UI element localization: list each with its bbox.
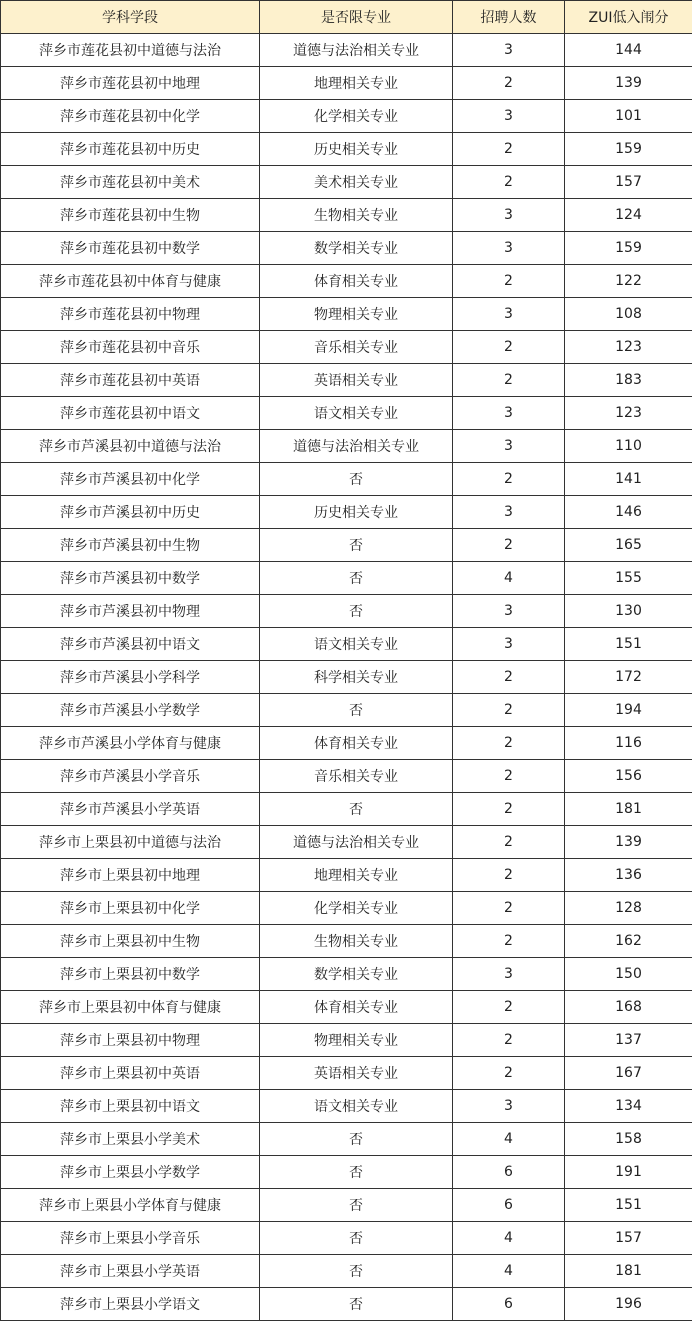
table-row <box>1 1255 692 1288</box>
table-row <box>1 793 692 826</box>
cell-min-score: 151 <box>565 1189 692 1222</box>
cell-min-score: 123 <box>565 331 692 364</box>
cell-recruit-count: 2 <box>453 364 565 397</box>
cell-subject: 萍乡市上栗县初中体育与健康 <box>1 991 260 1024</box>
cell-min-score: 123 <box>565 397 692 430</box>
cell-subject: 萍乡市芦溪县小学体育与健康 <box>1 727 260 760</box>
cell-min-score: 156 <box>565 760 692 793</box>
cell-subject: 萍乡市上栗县初中语文 <box>1 1090 260 1123</box>
cell-recruit-count: 4 <box>453 1255 565 1288</box>
cell-recruit-count: 3 <box>453 1090 565 1123</box>
cell-subject: 萍乡市上栗县初中物理 <box>1 1024 260 1057</box>
cell-recruit-count: 2 <box>453 133 565 166</box>
cell-recruit-count: 2 <box>453 1057 565 1090</box>
cell-min-score: 151 <box>565 628 692 661</box>
cell-min-score: 183 <box>565 364 692 397</box>
table-row <box>1 100 692 133</box>
header-subject: 学科学段 <box>1 1 260 34</box>
cell-recruit-count: 2 <box>453 463 565 496</box>
cell-major-restriction: 否 <box>260 793 453 826</box>
cell-major-restriction: 否 <box>260 562 453 595</box>
cell-min-score: 165 <box>565 529 692 562</box>
header-min-score: ZUI低入闱分 <box>565 1 692 34</box>
table-row <box>1 331 692 364</box>
cell-recruit-count: 2 <box>453 826 565 859</box>
cell-subject: 萍乡市莲花县初中美术 <box>1 166 260 199</box>
cell-major-restriction: 生物相关专业 <box>260 199 453 232</box>
cell-subject: 萍乡市莲花县初中化学 <box>1 100 260 133</box>
table-row <box>1 925 692 958</box>
cell-min-score: 136 <box>565 859 692 892</box>
cell-min-score: 116 <box>565 727 692 760</box>
cell-subject: 萍乡市上栗县初中英语 <box>1 1057 260 1090</box>
cell-recruit-count: 2 <box>453 529 565 562</box>
cell-major-restriction: 否 <box>260 529 453 562</box>
table-row <box>1 1123 692 1156</box>
cell-subject: 萍乡市上栗县小学数学 <box>1 1156 260 1189</box>
table-row <box>1 991 692 1024</box>
cell-recruit-count: 4 <box>453 562 565 595</box>
cell-major-restriction: 否 <box>260 595 453 628</box>
table-row <box>1 892 692 925</box>
cell-min-score: 196 <box>565 1288 692 1321</box>
table-row <box>1 694 692 727</box>
cell-subject: 萍乡市上栗县小学英语 <box>1 1255 260 1288</box>
cell-major-restriction: 道德与法治相关专业 <box>260 34 453 67</box>
cell-subject: 萍乡市上栗县初中道德与法治 <box>1 826 260 859</box>
cell-recruit-count: 2 <box>453 760 565 793</box>
cell-recruit-count: 3 <box>453 595 565 628</box>
table-row <box>1 34 692 67</box>
table-row <box>1 430 692 463</box>
cell-recruit-count: 6 <box>453 1189 565 1222</box>
header-row <box>1 1 692 34</box>
cell-subject: 萍乡市莲花县初中生物 <box>1 199 260 232</box>
cell-subject: 萍乡市莲花县初中历史 <box>1 133 260 166</box>
cell-major-restriction: 语文相关专业 <box>260 628 453 661</box>
cell-subject: 萍乡市莲花县初中道德与法治 <box>1 34 260 67</box>
cell-recruit-count: 3 <box>453 232 565 265</box>
cell-major-restriction: 体育相关专业 <box>260 265 453 298</box>
cell-major-restriction: 地理相关专业 <box>260 67 453 100</box>
table-row <box>1 232 692 265</box>
cell-subject: 萍乡市上栗县初中化学 <box>1 892 260 925</box>
table-row <box>1 958 692 991</box>
cell-major-restriction: 物理相关专业 <box>260 298 453 331</box>
table-row <box>1 826 692 859</box>
cell-subject: 萍乡市上栗县小学音乐 <box>1 1222 260 1255</box>
cell-min-score: 122 <box>565 265 692 298</box>
cell-major-restriction: 数学相关专业 <box>260 232 453 265</box>
table-row <box>1 1288 692 1321</box>
cell-recruit-count: 2 <box>453 727 565 760</box>
cell-subject: 萍乡市莲花县初中音乐 <box>1 331 260 364</box>
cell-subject: 萍乡市芦溪县初中道德与法治 <box>1 430 260 463</box>
cell-subject: 萍乡市芦溪县初中物理 <box>1 595 260 628</box>
cell-subject: 萍乡市芦溪县小学英语 <box>1 793 260 826</box>
table-row <box>1 562 692 595</box>
cell-major-restriction: 历史相关专业 <box>260 133 453 166</box>
cell-subject: 萍乡市莲花县初中英语 <box>1 364 260 397</box>
cell-major-restriction: 否 <box>260 1189 453 1222</box>
cell-min-score: 181 <box>565 793 692 826</box>
cell-major-restriction: 音乐相关专业 <box>260 331 453 364</box>
cell-recruit-count: 2 <box>453 661 565 694</box>
cell-min-score: 150 <box>565 958 692 991</box>
cell-recruit-count: 2 <box>453 925 565 958</box>
cell-recruit-count: 3 <box>453 958 565 991</box>
table-row <box>1 1090 692 1123</box>
table-row <box>1 133 692 166</box>
cell-recruit-count: 4 <box>453 1123 565 1156</box>
cell-major-restriction: 数学相关专业 <box>260 958 453 991</box>
cell-major-restriction: 科学相关专业 <box>260 661 453 694</box>
cell-subject: 萍乡市芦溪县小学科学 <box>1 661 260 694</box>
cell-subject: 萍乡市芦溪县小学数学 <box>1 694 260 727</box>
cell-recruit-count: 3 <box>453 430 565 463</box>
table-row <box>1 397 692 430</box>
table-row <box>1 595 692 628</box>
table-row <box>1 760 692 793</box>
cell-recruit-count: 2 <box>453 892 565 925</box>
cell-recruit-count: 2 <box>453 694 565 727</box>
cell-min-score: 108 <box>565 298 692 331</box>
cell-subject: 萍乡市芦溪县初中化学 <box>1 463 260 496</box>
table-row <box>1 1057 692 1090</box>
cell-recruit-count: 2 <box>453 859 565 892</box>
cell-min-score: 101 <box>565 100 692 133</box>
cell-major-restriction: 体育相关专业 <box>260 727 453 760</box>
cell-min-score: 124 <box>565 199 692 232</box>
cell-subject: 萍乡市莲花县初中物理 <box>1 298 260 331</box>
cell-recruit-count: 2 <box>453 991 565 1024</box>
header-major-restriction: 是否限专业 <box>260 1 453 34</box>
cell-min-score: 141 <box>565 463 692 496</box>
cell-recruit-count: 3 <box>453 496 565 529</box>
cell-min-score: 168 <box>565 991 692 1024</box>
cell-major-restriction: 英语相关专业 <box>260 364 453 397</box>
table-row <box>1 199 692 232</box>
cell-min-score: 139 <box>565 67 692 100</box>
cell-subject: 萍乡市莲花县初中体育与健康 <box>1 265 260 298</box>
cell-recruit-count: 3 <box>453 298 565 331</box>
cell-major-restriction: 地理相关专业 <box>260 859 453 892</box>
cell-min-score: 144 <box>565 34 692 67</box>
cell-min-score: 137 <box>565 1024 692 1057</box>
table-row <box>1 661 692 694</box>
cell-min-score: 167 <box>565 1057 692 1090</box>
table-row <box>1 166 692 199</box>
table-row <box>1 529 692 562</box>
cell-min-score: 155 <box>565 562 692 595</box>
cell-major-restriction: 道德与法治相关专业 <box>260 430 453 463</box>
cell-major-restriction: 否 <box>260 1156 453 1189</box>
table-row <box>1 859 692 892</box>
table-row <box>1 67 692 100</box>
cell-subject: 萍乡市芦溪县初中语文 <box>1 628 260 661</box>
cell-subject: 萍乡市上栗县初中数学 <box>1 958 260 991</box>
cell-major-restriction: 生物相关专业 <box>260 925 453 958</box>
cell-recruit-count: 4 <box>453 1222 565 1255</box>
table-row <box>1 496 692 529</box>
cell-min-score: 194 <box>565 694 692 727</box>
cell-min-score: 110 <box>565 430 692 463</box>
cell-major-restriction: 否 <box>260 463 453 496</box>
table-row <box>1 1222 692 1255</box>
cell-subject: 萍乡市上栗县小学体育与健康 <box>1 1189 260 1222</box>
cell-subject: 萍乡市莲花县初中地理 <box>1 67 260 100</box>
table-row <box>1 364 692 397</box>
cell-recruit-count: 6 <box>453 1156 565 1189</box>
cell-subject: 萍乡市上栗县初中地理 <box>1 859 260 892</box>
cell-major-restriction: 美术相关专业 <box>260 166 453 199</box>
cell-min-score: 146 <box>565 496 692 529</box>
table-row <box>1 1156 692 1189</box>
cell-recruit-count: 2 <box>453 67 565 100</box>
cell-major-restriction: 否 <box>260 694 453 727</box>
cell-subject: 萍乡市芦溪县初中生物 <box>1 529 260 562</box>
cell-major-restriction: 否 <box>260 1222 453 1255</box>
cell-subject: 萍乡市莲花县初中数学 <box>1 232 260 265</box>
cell-major-restriction: 体育相关专业 <box>260 991 453 1024</box>
cell-major-restriction: 英语相关专业 <box>260 1057 453 1090</box>
cell-major-restriction: 语文相关专业 <box>260 397 453 430</box>
cell-subject: 萍乡市上栗县小学语文 <box>1 1288 260 1321</box>
cell-recruit-count: 3 <box>453 628 565 661</box>
table-row <box>1 463 692 496</box>
cell-min-score: 157 <box>565 166 692 199</box>
cell-recruit-count: 3 <box>453 34 565 67</box>
cell-major-restriction: 物理相关专业 <box>260 1024 453 1057</box>
cell-recruit-count: 2 <box>453 793 565 826</box>
cell-major-restriction: 语文相关专业 <box>260 1090 453 1123</box>
cell-min-score: 139 <box>565 826 692 859</box>
cell-min-score: 191 <box>565 1156 692 1189</box>
cell-recruit-count: 2 <box>453 265 565 298</box>
cell-recruit-count: 2 <box>453 166 565 199</box>
cell-subject: 萍乡市芦溪县小学音乐 <box>1 760 260 793</box>
cell-major-restriction: 否 <box>260 1255 453 1288</box>
cell-recruit-count: 6 <box>453 1288 565 1321</box>
table-row <box>1 1024 692 1057</box>
table-row <box>1 628 692 661</box>
table-row <box>1 265 692 298</box>
cell-min-score: 158 <box>565 1123 692 1156</box>
cell-min-score: 159 <box>565 133 692 166</box>
cell-min-score: 134 <box>565 1090 692 1123</box>
cell-min-score: 172 <box>565 661 692 694</box>
cell-min-score: 130 <box>565 595 692 628</box>
cell-min-score: 157 <box>565 1222 692 1255</box>
cell-recruit-count: 3 <box>453 397 565 430</box>
cell-major-restriction: 音乐相关专业 <box>260 760 453 793</box>
cell-min-score: 162 <box>565 925 692 958</box>
table-header <box>1 1 692 34</box>
table-row <box>1 298 692 331</box>
cell-major-restriction: 化学相关专业 <box>260 892 453 925</box>
cell-major-restriction: 道德与法治相关专业 <box>260 826 453 859</box>
cell-subject: 萍乡市芦溪县初中历史 <box>1 496 260 529</box>
cell-subject: 萍乡市芦溪县初中数学 <box>1 562 260 595</box>
cell-major-restriction: 化学相关专业 <box>260 100 453 133</box>
cell-major-restriction: 否 <box>260 1123 453 1156</box>
table-row <box>1 727 692 760</box>
table-body <box>1 34 692 1321</box>
cell-major-restriction: 历史相关专业 <box>260 496 453 529</box>
header-recruit-count: 招聘人数 <box>453 1 565 34</box>
cell-subject: 萍乡市莲花县初中语文 <box>1 397 260 430</box>
cell-subject: 萍乡市上栗县小学美术 <box>1 1123 260 1156</box>
cell-min-score: 181 <box>565 1255 692 1288</box>
cell-recruit-count: 2 <box>453 1024 565 1057</box>
cell-min-score: 159 <box>565 232 692 265</box>
cell-recruit-count: 2 <box>453 331 565 364</box>
cell-min-score: 128 <box>565 892 692 925</box>
cell-recruit-count: 3 <box>453 199 565 232</box>
cell-major-restriction: 否 <box>260 1288 453 1321</box>
cell-subject: 萍乡市上栗县初中生物 <box>1 925 260 958</box>
table-row <box>1 1189 692 1222</box>
cell-recruit-count: 3 <box>453 100 565 133</box>
